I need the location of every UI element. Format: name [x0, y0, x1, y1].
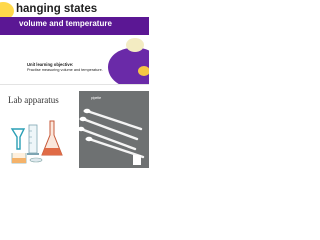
measuring-cylinder-icon — [29, 125, 37, 153]
presentation-preview — [0, 0, 149, 198]
slide-title: hanging states — [16, 3, 98, 15]
slide-thumbnail-2[interactable] — [0, 84, 149, 168]
thermometer-thumbnail — [133, 155, 141, 165]
lab-apparatus-illustration — [8, 115, 76, 165]
photo-caption: pipette — [91, 96, 102, 100]
slide-subtitle: volume and temperature — [19, 19, 112, 28]
evaporating-dish-icon — [30, 158, 42, 162]
slide-title: Lab apparatus — [8, 95, 59, 105]
decorative-cream-blob — [126, 38, 144, 52]
slide-thumbnail-1[interactable] — [0, 0, 149, 84]
decorative-orange-blob — [138, 66, 149, 76]
objective-text: Practise measuring volume and temperature. — [27, 68, 103, 72]
funnel-icon — [12, 129, 24, 149]
objective-label: Unit learning objective: — [27, 62, 74, 67]
